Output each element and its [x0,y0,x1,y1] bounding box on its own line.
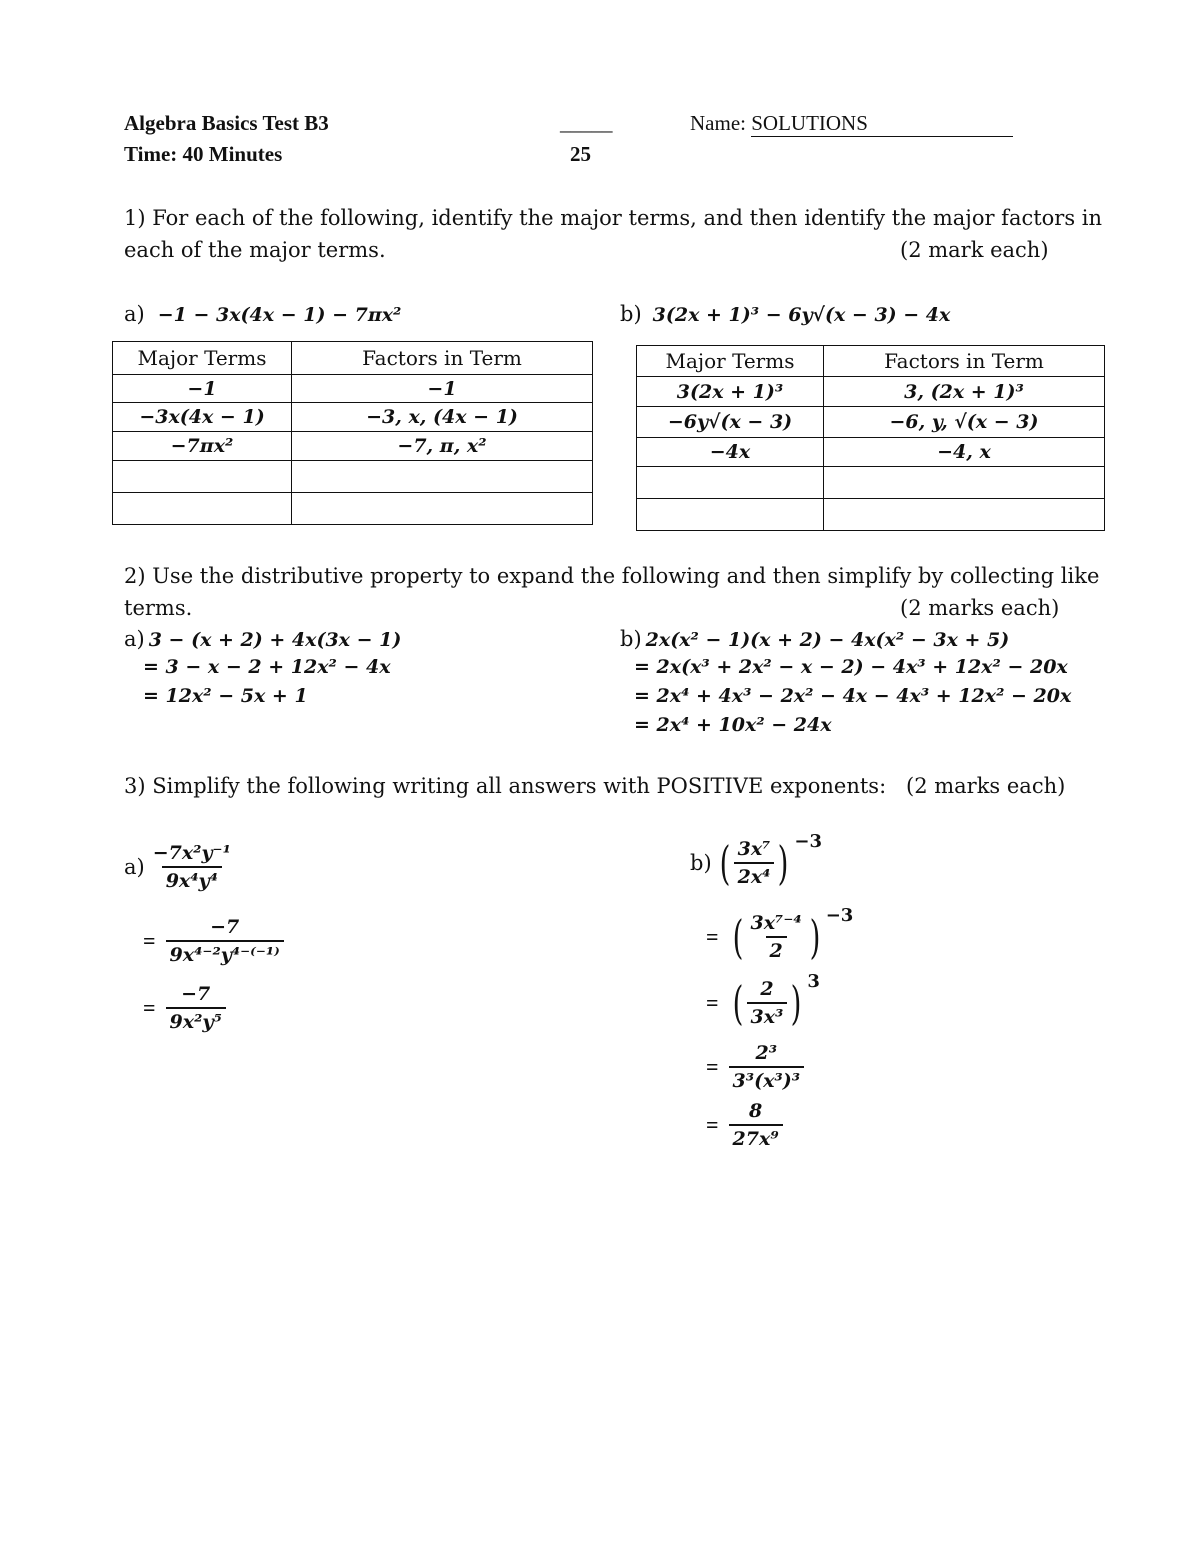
q1-line1: 1) For each of the following, identify the major terms, and then identify the major factors in [124,206,1103,230]
q1a-term-cell [113,461,292,493]
right-paren: ) [809,910,821,964]
equals-sign: = [143,928,156,953]
q3b-numerator: 2³ [755,1042,778,1064]
q3b-fraction [747,978,788,1028]
q2a-line: = 3 − x − 2 + 12x² − 4x [143,656,391,678]
q3-line1: 3) Simplify the following writing all answers with POSITIVE exponents: [124,774,887,798]
name-label: Name: [690,111,746,135]
left-paren: ( [732,976,743,1030]
q1a-factor-cell: −7, π, x² [292,432,593,461]
q3a-step [143,916,284,966]
q1a-term-cell [113,493,292,525]
left-paren: ( [732,910,743,964]
q3a-fraction [149,842,235,892]
q3b-step [706,1042,804,1092]
q1b-label: b) [620,302,642,326]
q3b-step [690,830,823,890]
total-marks: 25 [570,142,591,166]
q1b-header-terms: Major Terms [637,346,824,377]
q1a-header-factors: Factors in Term [292,342,593,375]
q3b-numerator: 2 [760,978,774,1000]
q1a-expression: −1 − 3x(4x − 1) − 7πx² [157,304,402,326]
right-paren: ) [778,836,789,890]
q3a-step [143,983,226,1033]
equals-sign: = [706,924,719,949]
q3a-step [124,842,235,892]
q3a-numerator: −7 [181,983,211,1005]
q3b-step [706,904,854,964]
q3a-numerator: −7 [210,916,240,938]
q1b-term-cell [637,499,824,531]
q3b-denominator: 2 [766,936,787,962]
q2b-line: = 2x⁴ + 10x² − 24x [634,714,832,736]
time-limit: Time: 40 Minutes [124,142,283,166]
q2-line2: terms. [124,596,193,620]
q1b-table [636,345,1105,531]
q3b-label: b) [690,851,712,875]
q2b-line: 2x(x² − 1)(x + 2) − 4x(x² − 3x + 5) [645,629,1010,651]
q2b-label: b) [620,627,642,651]
q1a-term-cell: −7πx² [113,432,292,461]
q1a-factor-cell [292,493,593,525]
q3a-fraction [166,983,226,1033]
q3b-exponent: 3 [807,970,820,992]
q2b-line: = 2x⁴ + 4x³ − 2x² − 4x − 4x³ + 12x² − 20x [634,685,1072,707]
q3b-fraction [729,1100,783,1150]
q3-marks: (2 marks each) [906,774,1066,798]
q3b-exponent: −3 [825,904,854,926]
q2a-label: a) [124,627,145,651]
name-value: SOLUTIONS [751,111,1013,137]
q3b-fraction [747,912,806,962]
q1a-header-terms: Major Terms [113,342,292,375]
test-title: Algebra Basics Test B3 [124,111,329,135]
q1b-factor-cell [824,467,1105,499]
equals-sign: = [706,990,719,1015]
q1b-factor-cell: −6, y, √(x − 3) [824,407,1105,438]
q1a-factor-cell: −3, x, (4x − 1) [292,403,593,432]
name-field [690,111,1013,137]
q1a-table [112,341,593,525]
q3b-fraction [734,838,775,888]
q3b-step [706,970,820,1030]
q3b-denominator: 2x⁴ [734,862,775,888]
score-blank: _____ [560,111,613,135]
equals-sign: = [706,1054,719,1079]
q1b-factor-cell [824,499,1105,531]
q2b-solution [620,627,1071,743]
q3a-denominator: 9x⁴y⁴ [162,866,222,892]
q2-line1: 2) Use the distributive property to expand the following and then simplify by collecting like [124,564,1100,588]
q1b-term-cell [637,467,824,499]
q3b-fraction [729,1042,805,1092]
q1b-factor-cell: −4, x [824,438,1105,467]
q1a-term-cell: −1 [113,375,292,403]
q1a-prompt [124,302,401,327]
q3b-step [706,1100,783,1150]
q3b-denominator: 27x⁹ [729,1124,783,1150]
q3b-denominator: 3³(x³)³ [729,1066,805,1092]
q2-marks: (2 marks each) [900,596,1060,620]
q1a-factor-cell: −1 [292,375,593,403]
equals-sign: = [706,1112,719,1137]
q3b-numerator: 8 [748,1100,763,1122]
q3b-exponent: −3 [794,830,823,852]
q3a-fraction [166,916,284,966]
q3a-label: a) [124,855,145,879]
q1b-term-cell: −4x [637,438,824,467]
equals-sign: = [143,995,156,1020]
q1-line2: each of the major terms. [124,238,386,262]
right-paren: ) [790,976,802,1030]
q3b-denominator: 3x³ [747,1002,788,1028]
q1b-header-factors: Factors in Term [824,346,1105,377]
q1a-factor-cell [292,461,593,493]
q3a-denominator: 9x⁴⁻²y⁴⁻⁽⁻¹⁾ [166,940,284,966]
q2a-line: 3 − (x + 2) + 4x(3x − 1) [148,629,402,651]
q1b-term-cell: 3(2x + 1)³ [637,377,824,407]
q3a-numerator: −7x²y⁻¹ [152,842,231,864]
q3b-numerator: 3x⁷ [737,838,771,860]
q1b-prompt [620,302,950,327]
q1b-expression: 3(2x + 1)³ − 6y√(x − 3) − 4x [652,304,951,326]
q2b-line: = 2x(x³ + 2x² − x − 2) − 4x³ + 12x² − 20x [634,656,1068,678]
q1a-term-cell: −3x(4x − 1) [113,403,292,432]
q2a-line: = 12x² − 5x + 1 [143,685,308,707]
q3b-numerator: 3x⁷⁻⁴ [750,912,802,934]
q1b-factor-cell: 3, (2x + 1)³ [824,377,1105,407]
q1a-label: a) [124,302,145,326]
q1-marks: (2 mark each) [900,238,1049,262]
q2a-solution [124,627,401,714]
q1b-term-cell: −6y√(x − 3) [637,407,824,438]
left-paren: ( [719,836,731,890]
q3a-denominator: 9x²y⁵ [166,1007,226,1033]
